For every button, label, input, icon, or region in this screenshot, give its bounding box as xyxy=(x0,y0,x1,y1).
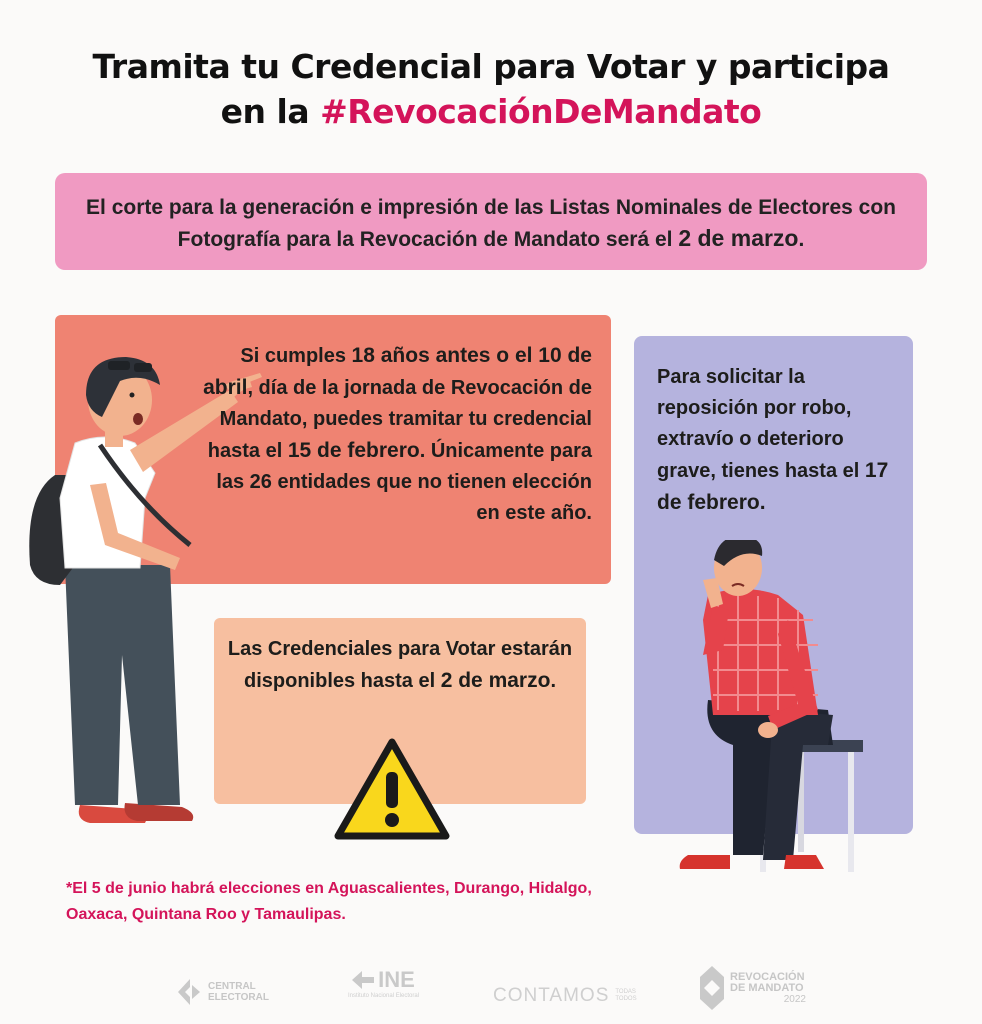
central-electoral-text: CENTRAL ELECTORAL xyxy=(208,981,269,1003)
contamos-logo xyxy=(493,973,637,1019)
page-title xyxy=(0,44,982,134)
cutoff-notice xyxy=(55,173,927,270)
cutoff-notice-text: El corte para la generación e impresión de las Listas Nominales de Electores con Fotografía para la Revocación de Mandato será el xyxy=(86,196,896,251)
footer-logos xyxy=(0,965,982,1015)
revocacion-icon xyxy=(700,966,724,1010)
availability-info-date: 2 de marzo xyxy=(440,669,551,692)
worried-man-illustration xyxy=(668,540,878,900)
age-info-t1: Si cumples xyxy=(240,345,352,367)
age-info-t2: , día de la jornada de Revocación de Mandato, puedes tramitar tu credencial hasta el xyxy=(207,377,592,462)
title-line-1: Tramita tu Credencial para Votar y participa xyxy=(92,47,890,86)
age-info-b1: 18 años antes o el 10 de abril xyxy=(203,344,592,399)
cutoff-notice-end: . xyxy=(798,228,805,251)
revocacion-text: REVOCACIÓN DE MANDATO xyxy=(730,970,805,994)
elections-footnote: *El 5 de junio habrá elecciones en Aguascalientes, Durango, Hidalgo, Oaxaca, Quintana Roo y Tamaulipas. xyxy=(66,880,592,923)
age-info-b2: 15 de febrero xyxy=(287,439,420,462)
ine-subtext: Instituto Nacional Electoral xyxy=(348,993,420,999)
revocacion-year: 2022 xyxy=(783,993,806,1005)
ine-logo xyxy=(348,967,419,1013)
title-line-2-prefix: en la xyxy=(220,92,321,131)
contamos-text: CONTAMOS xyxy=(493,985,610,1006)
availability-info-text xyxy=(214,634,586,697)
central-electoral-icon xyxy=(176,977,202,1007)
title-line-2 xyxy=(0,89,982,134)
replacement-info-body: Para solicitar la reposición por robo, extravío o deterioro grave, tienes hasta el xyxy=(657,366,865,482)
availability-info-end: . xyxy=(550,670,556,692)
ine-text: INE xyxy=(378,967,415,992)
central-electoral-logo xyxy=(176,969,269,1015)
revocacion-logo xyxy=(700,965,806,1011)
replacement-info-text xyxy=(657,362,905,519)
age-info-t3: . Únicamente para las 26 entidades que no tienen elección en este año. xyxy=(216,440,592,524)
cutoff-notice-date: 2 de marzo xyxy=(678,225,799,251)
age-info-text xyxy=(200,340,592,529)
hashtag: #RevocaciónDeMandato xyxy=(320,92,762,131)
replacement-info-date: 17 de febrero. xyxy=(657,459,889,514)
availability-info-body: Las Credenciales para Votar estarán disponibles hasta el xyxy=(227,638,573,692)
ine-icon xyxy=(352,971,374,989)
contamos-side-text: TODAS TODOS xyxy=(615,989,637,1002)
warning-icon xyxy=(332,736,452,842)
